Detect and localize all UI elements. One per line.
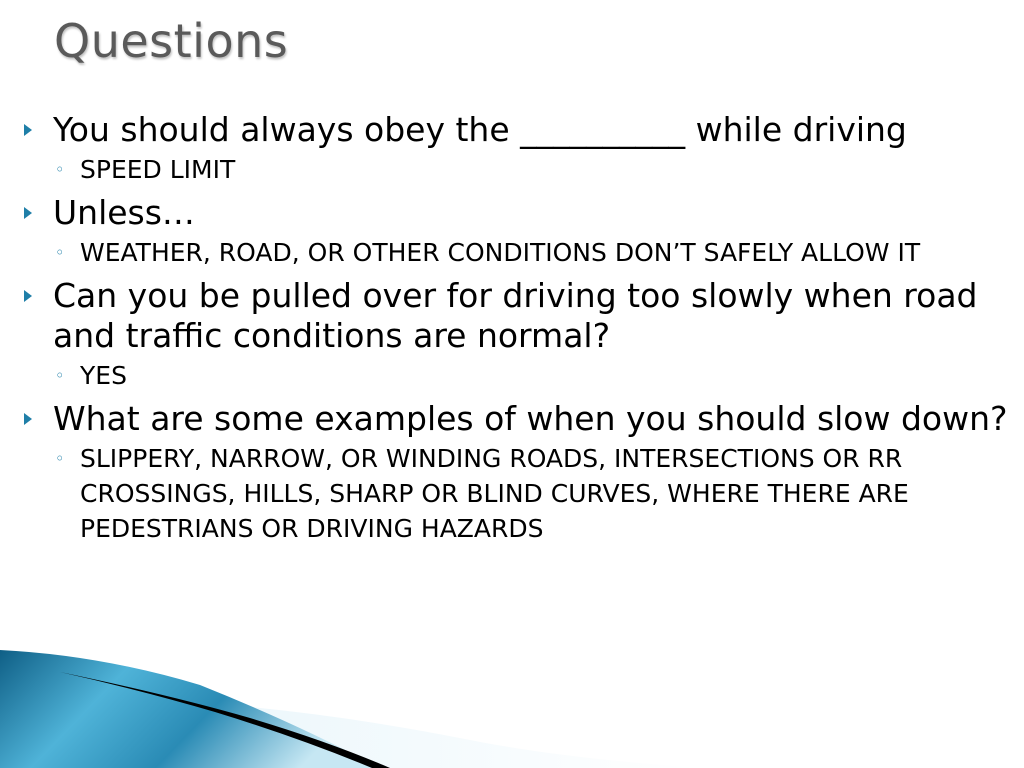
triangle-right-icon [24,290,32,302]
triangle-right-icon [24,207,32,219]
hollow-circle-icon: ◦ [55,449,65,468]
triangle-right-icon [24,413,32,425]
question-text: You should always obey the __________ while driving [53,110,907,149]
answer-text: YES [80,361,127,390]
black-wave-band [60,672,390,768]
answer-item-1 [22,152,1012,187]
question-item-2 [22,193,1012,233]
answer-item-2 [22,235,1012,270]
hollow-circle-icon: ◦ [55,160,65,179]
hollow-circle-icon: ◦ [55,243,65,262]
answer-text: WEATHER, ROAD, OR OTHER CONDITIONS DON’T SAFELY ALLOW IT [80,238,921,267]
answer-item-4 [22,441,1012,546]
blue-wave [0,650,380,768]
slide-title: Questions [54,14,289,68]
answer-item-3 [22,358,1012,393]
bullet-list [22,110,1012,546]
question-item-3 [22,276,1012,356]
answer-text: SPEED LIMIT [80,155,236,184]
pale-wave-band [0,698,700,768]
question-item-4 [22,399,1012,439]
hollow-circle-icon: ◦ [55,366,65,385]
question-text: Can you be pulled over for driving too slowly when road and traffic conditions are normal? [53,276,978,355]
question-text: What are some examples of when you should slow down? [53,399,1008,438]
question-item-1 [22,110,1012,150]
answer-text: SLIPPERY, NARROW, OR WINDING ROADS, INTERSECTIONS OR RR CROSSINGS, HILLS, SHARP OR BLIND CURVES, WHERE THERE ARE PEDESTRIANS OR DRIVING HAZARDS [80,444,909,543]
triangle-right-icon [24,124,32,136]
question-text: Unless… [53,193,195,232]
